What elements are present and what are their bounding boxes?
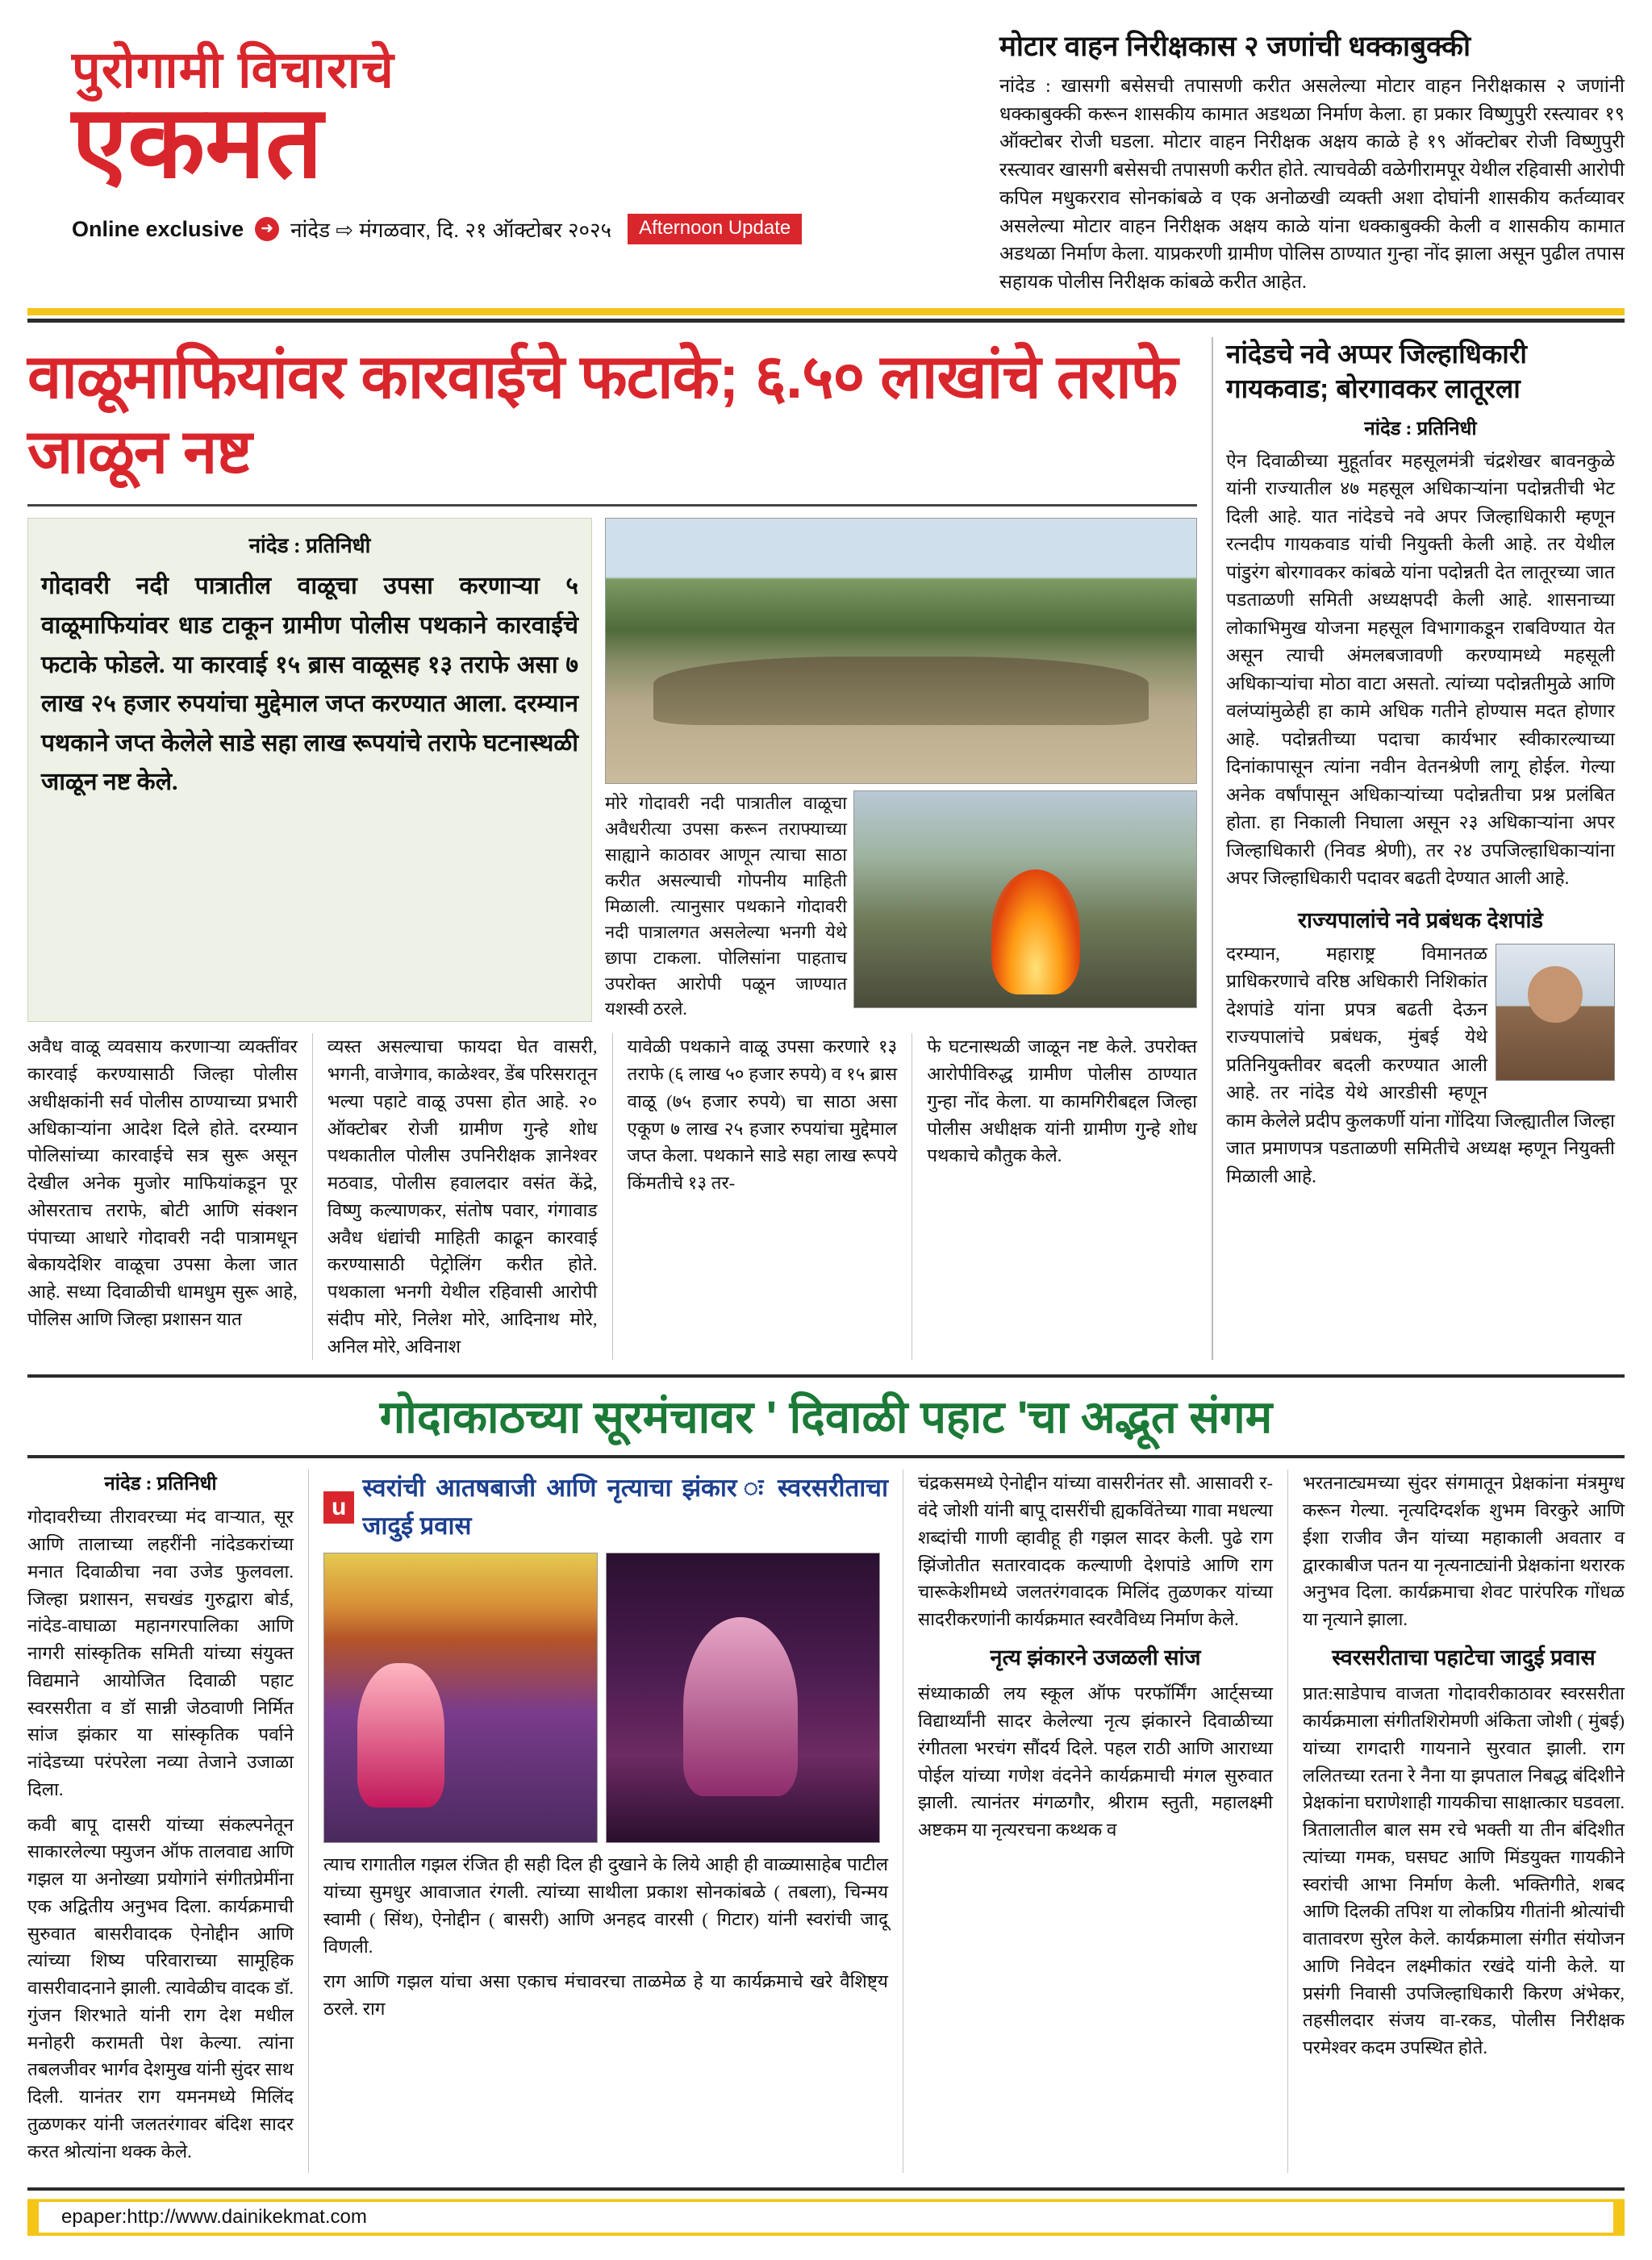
photo-caption: मोरे गोदावरी नदी पात्रातील वाळूचा अवैधरीत्या उपसा करून तराफ्याच्या साह्याने काठावर आणून त्याचा साठा करीत असल्याची गोपनीय माहिती मिळाली. त्यानुसार पथकाने गोदावरी नदी पात्रालगत असलेल्या भनगी येथे छापा टाकला. पोलिसांना पाहताच उपरोक्त आरोपी पळून जाण्यात यशस्वी ठरले. xyxy=(605,793,847,1020)
burning-rafts-photo xyxy=(853,790,1197,1008)
main-col-1: अवैध वाळू व्यवसाय करणाऱ्या व्यक्तींवर कारवाई करण्यासाठी जिल्हा पोलीस अधीक्षकांनी सर्व पोलीस ठाण्याच्या प्रभारी अधिकाऱ्यांना आदेश दिले होते. दरम्यान पोलिसांच्या कारवाईचे सत्र सुरू असून देखील अनेक मुजोर माफियांकडून पूर ओसरताच तराफे, बोटी आणि संक्शन पंपाच्या आधारे गोदावरी नदी पात्रामधून बेकायदेशिर वाळूचा उपसा केला जात आहे. सध्या दिवाळीची धामधुम सुरू आहे, पोलिस आणि जिल्हा प्रशासन यात xyxy=(27,1036,298,1329)
section2-col1-p2: कवी बापू दासरी यांच्या संकल्पनेतून साकारलेल्या फ्युजन ऑफ तालवाद्य आणि गझल या अनोख्या प्रयोगांने संगीतप्रेमींना एक अद्वितीय अनुभव दिला. कार्यक्रमाची सुरुवात बासरीवादक ऐनोद्दीन आणि त्यांच्या शिष्य परिवाराच्या सामूहिक वासरीवादनाने झाली. त्यावेळीच वादक डॉ. गुंजन शिरभाते यांनी राग देश मधील मनोहरी करामती पेश केल्या. त्यांना तबलजीवर भार्गव देशमुख यांनी सुंदर साथ दिली. यानंतर राग यमनमध्ये मिलिंद तुळणकर यांनी जलतरंगावर बंदिश सादर करत श्रोत्यांना थक्क केले. xyxy=(27,1814,294,2162)
section2-col1-p1: गोदावरीच्या तीरावरच्या मंद वाऱ्यात, सूर आणि तालाच्या लहरींनी नांदेडकरांच्या मनात दिवाळीचा नवा उजेड फुलवला. जिल्हा प्रशासन, सचखंड गुरुद्वारा बोर्ड, नांदेड-वाघाळा महानगरपालिका आणि नागरी सांस्कृतिक समिती यांच्या संयुक्त विद्यमाने आयोजित दिवाळी पहाट स्वरसरीता व डॉ सान्नी जेठवाणी निर्मित सांज झंकार या सांस्कृतिक पर्वाने नांदेडच्या परंपरेला नव्या तेजाने उजाळा दिला. xyxy=(27,1507,294,1799)
right-story-body: ऐन दिवाळीच्या मुहूर्तावर महसूलमंत्री चंद्रशेखर बावनकुळे यांनी राज्यातील ४७ महसूल अधिकाऱ्यांना पदोन्नतीची भेट दिली आहे. यात नांदेडचे नवे अपर जिल्हाधिकारी म्हणून रत्नदीप गायकवाड यांची नियुक्ती केली आहे. तर येथील पांडुरंग बोरगावकर कांबळे यांना पदोन्नती देत लातूरच्या जात पडताळणी समिती अध्यक्षपदी केली आहे. शासनाच्या लोकाभिमुख योजना महसूल विभागाकडून राबविण्यात येत असून त्याची अंमलबजावणी करण्यामध्ये महसूली अधिकाऱ्यांचा मोठा वाटा असतो. त्यांच्या पदोन्नतीमुळे आणि वलंप्यांमुळेही हा कामे अधिक गतीने होण्यास मदत होणार आहे. पदोन्नतीच्या पदाचा कार्यभार स्वीकारल्याच्या दिनांकापासून त्यांना नवीन वेतनश्रेणी लागू होईल. गेल्या अनेक वर्षांपासून अधिकाऱ्यांच्या पदोन्नतीचा प्रश्न प्रलंबित होता. हा निकाली निघाला असून २३ अधिकाऱ्यांना अपर जिल्हाधिकारी (निवड श्रेणी), तर २४ उपजिल्हाधिकाऱ्यांना अपर जिल्हाधिकारी पदावर बढती देण्यात आली आहे. xyxy=(1226,450,1615,889)
section2-col-4 xyxy=(1303,1470,1625,2173)
section2-col3-subhead: नृत्य झंकारने उजळली सांज xyxy=(990,1645,1201,1670)
section2-bottom-rule xyxy=(27,1455,1625,1458)
logo-line-1: पुरोगामी विचाराचे xyxy=(72,42,394,98)
section2-col4-p2: प्रात:साडेपाच वाजता गोदावरीकाठावर स्वरसरीता कार्यक्रमाला संगीतशिरोमणी अंकिता जोशी ( मुंबई) यांच्या रागदारी गायनाने सुरवात झाली. राग ललितच्या रतना रे नैना या झपताल निबद्ध बंदिशीने प्रेक्षकांना घराणेशाही गायकीचा साक्षात्कार घडवला. त्रितालातील बाल सम रचे भक्ती या तीन बंदिशीत त्यांच्या गमक, घसघट आणि मिंडयुक्त गायकीने स्वरांची आभा निर्माण केली. भक्तिगीते, शबद आणि दिलकी तपिश या लोकप्रिय गीतांनी श्रोत्यांची वातावरण सुरेल केले. कार्यक्रमाला संगीत संयोजन आणि निवेदन लक्ष्मीकांत रखंदे यांनी केले. या प्रसंगी निवासी उपजिल्हाधिकारी किरण अंभेकर, तहसीलदार संजय वा-रकड, पोलीस निरीक्षक परमेश्वर कदम उपस्थित होते. xyxy=(1303,1683,1625,2058)
section2-col-3 xyxy=(918,1470,1273,2173)
right-story-column xyxy=(1212,337,1615,1360)
page-footer xyxy=(27,2187,1625,2244)
main-byline: नांदेड : प्रतिनिधी xyxy=(248,534,371,558)
masthead-dark-rule xyxy=(27,319,1625,323)
arrow-right-icon: ➜ xyxy=(255,217,279,241)
section2-col4-subhead: स्वरसरीताचा पहाटेचा जादुई प्रवास xyxy=(1332,1645,1596,1670)
main-content-grid xyxy=(27,337,1625,1360)
top-story-headline: मोटार वाहन निरीक्षकास २ जणांची धक्काबुक्की xyxy=(999,31,1471,62)
section2-col2-p2: राग आणि गझल यांचा असा एकाच मंचावरचा ताळमेळ हे या कार्यक्रमाचे खरे वैशिष्ट्य ठरले. राग xyxy=(323,1971,888,2020)
main-story-columns xyxy=(27,1033,1197,1360)
main-col-2: व्यस्त असल्याचा फायदा घेत वासरी, भगनी, वाजेगाव, काळेश्वर, डेंब परिसरातून भल्या पहाटे वाळू उपसा होत आहे. २० ऑक्टोबर रोजी ग्रामीण गुन्हे शोध पथकातील पोलीस उपनिरीक्षक ज्ञानेश्वर मठवाड, पोलीस हवालदार वसंत केंद्रे, विष्णु कल्याणकर, संतोष पवार, गंगावाड अवैध धंद्यांची माहिती काढून कारवाई करण्यासाठी पेट्रोलिंग करीत होते. पथकाला भनगी येथील रहिवासी आरोपी संदीप मोरे, निलेश मोरे, आदिनाथ मोरे, अनिल मोरे, अविनाश xyxy=(327,1036,598,1357)
section2-col3-p2: संध्याकाळी लय स्कूल ऑफ परफॉर्मिंग आर्ट्सच्या विद्यार्थ्यांनी सादर केलेल्या नृत्य झंकारने दिवाळीच्या रंगीतला भरचंग सौंदर्य दिले. पहल राठी आणि आराध्या पोईल यांच्या गणेश वंदनेने कार्यक्रमाची मंगल सुरुवात झाली. त्यानंतर मंगळगौर, श्रीराम स्तुती, महालक्ष्मी अष्टकम या नृत्यरचना कथ्थक व xyxy=(918,1683,1273,1841)
top-right-story xyxy=(999,21,1625,297)
right-story-body-2: दरम्यान, महाराष्ट्र विमानतळ प्राधिकरणाचे वरिष्ठ अधिकारी निशिकांत देशपांडे यांना प्रपत्र बढती देऊन राज्यपालांचे प्रबंधक, मुंबई येथे प्रतिनियुक्तीवर बदली करण्यात आली आहे. तर नांदेड येथे आरडीसी म्हणून काम केलेले प्रदीप कुलकर्णी यांना गोंदिया जिल्ह्यातील जिल्हा जात प्रमाणपत्र पडताळणी समितीचे अध्यक्ष म्हणून नियुक्ती मिळाली आहे. xyxy=(1226,943,1615,1186)
section2-top-rule xyxy=(27,1374,1625,1378)
top-story-body: नांदेड : खासगी बसेसची तपासणी करीत असलेल्या मोटार वाहन निरीक्षकास २ जणांनी धक्काबुक्की करून शासकीय कामात अडथळा निर्माण केला. हा प्रकार विष्णुपुरी रस्त्यावर १९ ऑक्टोबर रोजी घडला. मोटार वाहन निरीक्षक अक्षय काळे हे १९ ऑक्टोबर रोजी विष्णुपुरी रस्त्यावर खासगी बसेसची तपासणी करीत होते. त्याचवेळी वळेगीरामपूर येथील रहिवासी आरोपी कपिल मधुकरराव सोनकांबळे व एक अनोळखी व्यक्ती अशा दोघांनी शासकीय कर्तव्यावर असलेल्या मोटार वाहन निरीक्षक अक्षय काळे यांना धक्काबुक्की केली व शासकीय कामात अडथळा निर्माण केला. याप्रकरणी ग्रामीण पोलिस ठाण्यात गुन्हा नोंद झाला असून पुढील तपास सहायक पोलीस निरीक्षक कांबळे करीत आहेत. xyxy=(999,75,1625,294)
masthead-logo xyxy=(27,21,983,244)
lead-text-box xyxy=(27,518,592,1022)
main-col-3: यावेळी पथकाने वाळू उपसा करणारे १३ तराफे (६ लाख ५० हजार रुपये) व १५ ब्रास वाळू (७५ हजार रुपये) चा साठा असा एकूण ७ लाख २५ हजार रुपयांचा मुद्देमाल जप्त केला. पथकाने साडे सहा लाख रूपये किंमतीचे १३ तर- xyxy=(627,1036,898,1194)
online-exclusive-label: Online exclusive xyxy=(72,216,244,241)
section2-headline: गोदाकाठच्या सूरमंचावर ' दिवाळी पहाट 'चा अद्भूत संगम xyxy=(379,1391,1273,1443)
section2-col-1 xyxy=(27,1470,294,2173)
masthead xyxy=(27,21,1625,297)
singers-on-stage-photo xyxy=(323,1553,598,1843)
column-divider xyxy=(308,1470,309,2173)
section2-col-2 xyxy=(323,1470,888,2173)
right-story-byline: नांदेड : प्रतिनिधी xyxy=(1364,418,1477,440)
section2-subhead-bar xyxy=(323,1470,888,1545)
classical-dancer-photo xyxy=(606,1553,880,1843)
section2-byline: नांदेड : प्रतिनिधी xyxy=(104,1474,217,1495)
bullet-marker-icon: u xyxy=(323,1491,354,1524)
officer-portrait-photo xyxy=(1496,944,1615,1081)
column-divider xyxy=(312,1033,313,1360)
epaper-url[interactable]: epaper:http://www.dainikekmat.com xyxy=(61,2206,367,2229)
fire-photo-row xyxy=(605,790,1197,1022)
section2-grid xyxy=(27,1470,1625,2173)
edition-date: नांदेड ⇨ मंगळवार, दि. २१ ऑक्टोबर २०२५ xyxy=(290,218,612,243)
main-lead-paragraph: गोदावरी नदी पात्रातील वाळूचा उपसा करणाऱ्या ५ वाळूमाफियांवर धाड टाकून ग्रामीण पोलीस पथकाने कारवाईचे फटाके फोडले. या कारवाई १५ ब्रास वाळूसह १३ तराफे असा ७ लाख २५ हजार रुपयांचा मुद्देमाल जप्त करण्यात आला. दरम्यान पथकाने जप्त केलेले साडे सहा लाख रूपयांचे तराफे घटनास्थळी जाळून नष्ट केले. xyxy=(41,573,578,796)
main-headline: वाळूमाफियांवर कारवाईचे फटाके; ६.५० लाखांचे तराफे जाळून नष्ट xyxy=(27,342,1178,486)
afternoon-update-badge: Afternoon Update xyxy=(628,214,802,244)
section2-col4-p1: भरतनाट्यमच्या सुंदर संगमातून प्रेक्षकांना मंत्रमुग्ध करून गेल्या. नृत्यदिग्दर्शक शुभम विरकुरे आणि ईशा राजीव जैन यांच्या महाकाली अवतार व द्वारकाबीज पतन या नृत्यनाट्यांनी प्रेक्षकांना थरारक अनुभव दिला. कार्यक्रमाचा शेवट पारंपरिक गोंधळ या नृत्याने झाला. xyxy=(1303,1473,1625,1630)
section2-subhead: स्वरांची आतषबाजी आणि नृत्याचा झंकार ः स्वरसरीताचा जादुई प्रवास xyxy=(362,1474,888,1540)
main-col-4: फे घटनास्थळी जाळून नष्ट केले. उपरोक्त आरोपीविरुद्ध ग्रामीण पोलीस ठाण्यात गुन्हा नोंद केला. या कामगिरीबद्दल जिल्हा पोलीस अधीक्षक यांनी ग्रामीण गुन्हे शोध पथकाचे कौतुक केले. xyxy=(927,1036,1197,1166)
column-divider xyxy=(1287,1470,1288,2173)
section2-photo-group xyxy=(323,1553,888,1843)
lead-photo-group xyxy=(605,518,1197,1022)
column-divider xyxy=(612,1033,613,1360)
river-sand-raid-photo xyxy=(605,518,1197,784)
masthead-subline xyxy=(72,214,983,244)
masthead-yellow-rule xyxy=(27,308,1625,315)
main-story-column xyxy=(27,337,1197,1360)
footer-inner xyxy=(39,2202,1613,2233)
logo-line-2: एकमत xyxy=(72,86,323,199)
right-story-subhead: राज्यपालांचे नवे प्रबंधक देशपांडे xyxy=(1297,907,1543,932)
lead-row xyxy=(27,518,1197,1022)
section2-col2-p1: त्याच रागातील गझल रंजित ही सही दिल ही दुखाने के लिये आही ही वाळ्यासाहेब पाटील यांच्या सुमधुर आवाजात रंगली. त्यांच्या साथीला प्रकाश सोनकांबळे ( तबला), चिन्मय स्वामी ( सिंथ), ऐनोद्दीन ( बासरी) आणि अनहद वारसी ( गिटार) यांनी स्वरांची जादू विणली. xyxy=(323,1854,888,1957)
headline-divider xyxy=(27,504,1197,507)
section2-col3-p1: चंद्रकसमध्ये ऐनोद्दीन यांच्या वासरीनंतर सौ. आसावरी र-वंदे जोशी यांनी बापू दासरींची ह्यकविंतेच्या गावा मधल्या शब्दांची गाणी व्हावीहू ही गझल सादर केली. पुढे राग झिंजोतीत सतारवादक कल्याणी देशपांडे आणि राग चारूकेशीमध्ये जलतरंगवादक मिलिंद तुळणकर यांच्या सादरीकरणांनी कार्यक्रमात स्वरवैविध्य निर्माण केले. xyxy=(918,1473,1273,1630)
right-story-headline: नांदेडचे नवे अप्पर जिल्हाधिकारी गायकवाड; बोरगावकर लातूरला xyxy=(1226,338,1527,403)
